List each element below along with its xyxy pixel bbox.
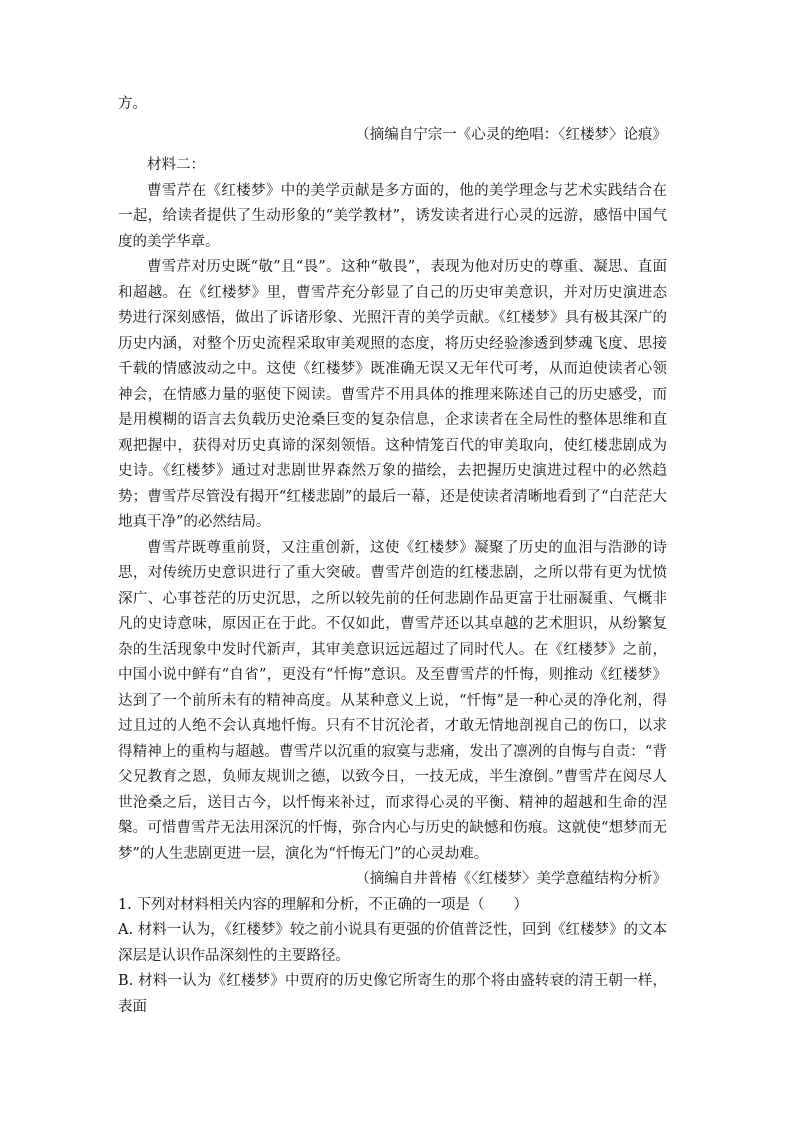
question-1: 1. 下列对材料相关内容的理解和分析，不正确的一项是（ ） [118,896,528,913]
source-citation-2: （摘编自井普椿《〈红楼梦〉美学意蕴结构分析》 [355,871,667,887]
option-a: A. 材料一认为，《红楼梦》较之前小说具有更强的价值普泛性，回到《红楼梦》的文本深层是认识作品深刻性的主要路径。 [118,922,667,964]
continuation-text: 方。 [118,96,147,112]
paragraph-2: 曹雪芹对历史既“敬”且“畏”。这种“敬畏”，表现为他对历史的尊重、凝思、直面和超越。在《红楼梦》里，曹雪芹充分彰显了自己的历史审美意识，并对历史演进态势进行深刻感悟，做出了诉诸形象、光照汗青的美学贡献。《红楼梦》具有极其深广的历史内涵，对整个历史流程采取审美观照的态度，将历史经验渗透到梦魂飞度、思接千载的情感波动之中。这使《红楼梦》既准确无误又无年代可考，从而迫使读者心领神会，在情感力量的驱使下阅读。曹雪芹不用具体的推理来陈述自己的历史感受，而是用模糊的语言去负载历史沧桑巨变的复杂信息，企求读者在全局性的整体思维和直观把握中，获得对历史真谛的深刻领悟。这种情笼百代的审美取向，使红楼悲剧成为史诗。《红楼梦》通过对悲剧世界森然万象的描绘，去把握历史演进过程中的必然趋势；曹雪芹尽管没有揭开“红楼悲剧”的最后一幕，还是使读者清晰地看到了“白茫茫大地真干净”的必然结局。 [118,259,667,530]
paragraph-3: 曹雪芹既尊重前贤，又注重创新，这使《红楼梦》凝聚了历史的血泪与浩渺的诗思，对传统历史意识进行了重大突破。曹雪芹创造的红楼悲剧，之所以带有更为忧愤深广、心事苍茫的历史沉思，之所以较先前的任何悲剧作品更富于壮丽凝重、气概非凡的史诗意味，原因正在于此。不仅如此，曹雪芹还以其卓越的艺术胆识，从纷繁复杂的生活现象中发时代新声，其审美意识远远超过了同时代人。在《红楼梦》之前，中国小说中鲜有“自省”，更没有“忏悔”意识。及至曹雪芹的忏悔，则推动《红楼梦》达到了一个前所未有的精神高度。从某种意义上说，“忏悔”是一种心灵的净化剂，得过且过的人绝不会认真地忏悔。只有不甘沉沦者，才敢无情地剖视自己的伤口，以求得精神上的重构与超越。曹雪芹以沉重的寂寞与悲痛，发出了凛冽的自悔与自责：“背父兄教育之恩，负师友规训之德，以致今日，一技无成，半生潦倒。”曹雪芹在阅尽人世沧桑之后，送目古今，以忏悔来补过，而求得心灵的平衡、精神的超越和生命的涅槃。可惜曹雪芹无法用深沉的忏悔，弥合内心与历史的缺憾和伤痕。这就使“想梦而无梦”的人生悲剧更进一层，演化为“忏悔无门”的心灵劫难。 [118,539,667,862]
paragraph-1: 曹雪芹在《红楼梦》中的美学贡献是多方面的，他的美学理念与艺术实践结合在一起，给读者提供了生动形象的“美学教材”，诱发读者进行心灵的远游，感悟中国气度的美学华章。 [118,182,667,250]
document-page [118,92,667,1020]
material-2-heading: 材料二： [147,157,205,173]
source-citation-1: （摘编自宁宗一《心灵的绝唱：〈红楼梦〉论痕》 [355,126,667,143]
option-b: B. 材料一认为《红楼梦》中贾府的历史像它所寄生的那个将由盛转衰的清王朝一样，表面 [118,973,667,1015]
